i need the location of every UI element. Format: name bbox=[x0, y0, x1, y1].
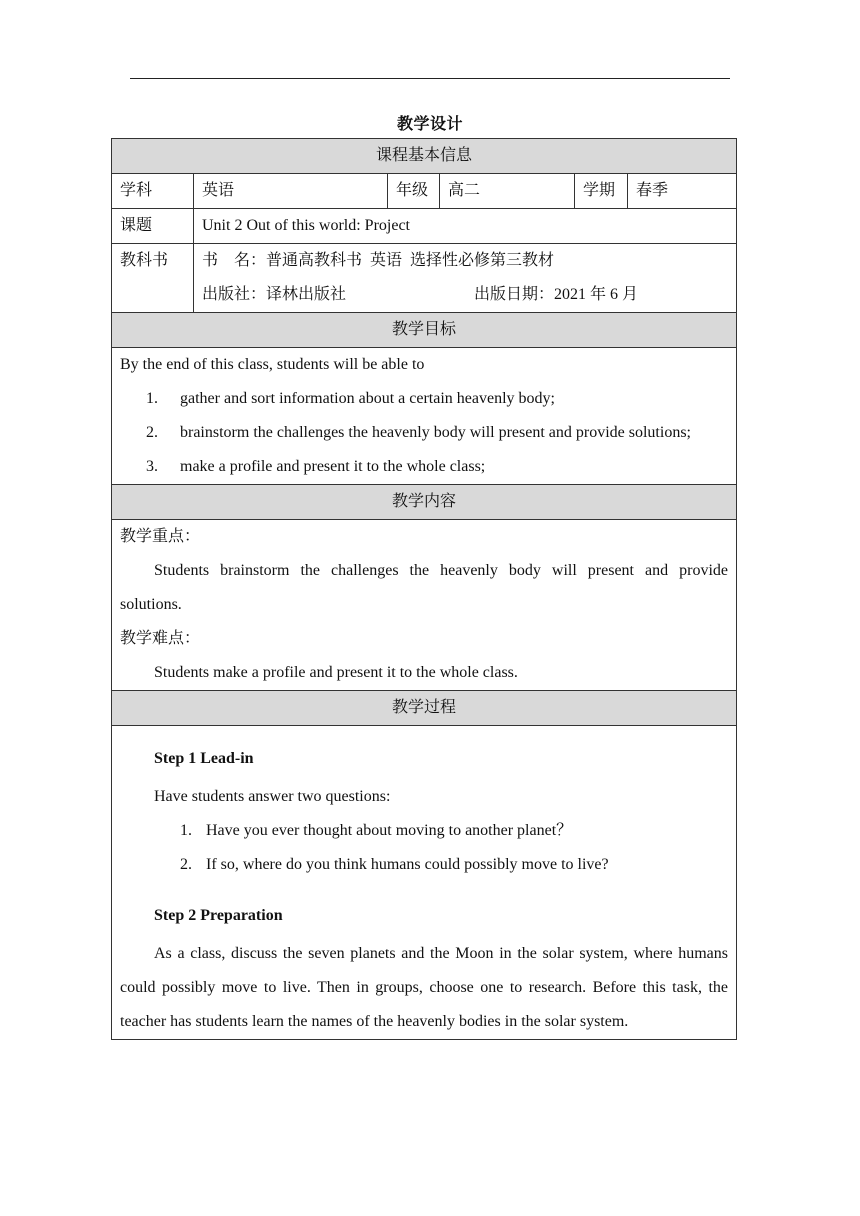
textbook-label: 教科书 bbox=[112, 244, 194, 312]
publisher-label: 出版社： bbox=[202, 286, 267, 303]
key-points-text-line2: solutions. bbox=[120, 596, 182, 613]
objective-item bbox=[120, 382, 728, 416]
objectives-intro: By the end of this class, students will be able to bbox=[120, 356, 425, 373]
publish-date-label: 出版日期： bbox=[474, 286, 555, 303]
book-name-value: 普通高教科书 英语 选择性必修第三教材 bbox=[266, 252, 555, 269]
grade-value: 高二 bbox=[440, 174, 575, 208]
term-value: 春季 bbox=[636, 182, 669, 199]
objectives-block bbox=[112, 348, 736, 485]
step1-intro: Have students answer two questions: bbox=[154, 788, 391, 805]
header-rule bbox=[130, 78, 730, 79]
section-header-process: 教学过程 bbox=[112, 691, 736, 726]
key-points-label: 教学重点： bbox=[120, 528, 201, 545]
process-block bbox=[112, 726, 736, 1039]
subject-row bbox=[112, 174, 736, 209]
objective-item bbox=[120, 450, 728, 484]
objective-text: brainstorm the challenges the heavenly body will present and provide solutions; bbox=[180, 424, 691, 441]
objective-number: 2. bbox=[146, 424, 158, 441]
objective-text: gather and sort information about a certain heavenly body; bbox=[180, 390, 555, 407]
topic-label: 课题 bbox=[112, 209, 194, 243]
question-item bbox=[120, 848, 728, 882]
question-text: Have you ever thought about moving to another planet？ bbox=[206, 822, 573, 839]
book-name-line bbox=[202, 244, 736, 278]
textbook-details bbox=[194, 244, 736, 312]
term-label: 学期 bbox=[575, 174, 628, 208]
question-item bbox=[120, 814, 728, 848]
lesson-plan-table bbox=[111, 138, 737, 1040]
content-block bbox=[112, 520, 736, 691]
question-text: If so, where do you think humans could possibly move to live? bbox=[206, 856, 609, 873]
step2-title: Step 2 Preparation bbox=[154, 907, 283, 924]
step2-paragraph: As a class, discuss the seven planets and the Moon in the solar system, where humans could possibly move to live. Then in groups, choose one to research. Before this task, the teacher has students learn the names of the heavenly bodies in the solar system. bbox=[120, 945, 728, 1030]
key-points-text-line1: Students brainstorm the challenges the heavenly body will present and provide bbox=[154, 562, 728, 579]
subject-label: 学科 bbox=[112, 174, 194, 208]
objective-item bbox=[120, 416, 728, 450]
subject-value: 英语 bbox=[194, 174, 388, 208]
step1-title: Step 1 Lead-in bbox=[154, 750, 254, 767]
section-header-basic-info: 课程基本信息 bbox=[112, 139, 736, 174]
objective-text: make a profile and present it to the whole class; bbox=[180, 458, 486, 475]
document-title: 教学设计 bbox=[396, 116, 463, 133]
question-number: 2. bbox=[180, 856, 192, 873]
difficult-points-label: 教学难点： bbox=[120, 630, 201, 647]
objective-number: 3. bbox=[146, 458, 158, 475]
publisher-value: 译林出版社 bbox=[266, 286, 347, 303]
book-name-label: 书 名： bbox=[202, 252, 267, 269]
topic-value: Unit 2 Out of this world: Project bbox=[202, 217, 410, 234]
section-header-content: 教学内容 bbox=[112, 485, 736, 520]
grade-label: 年级 bbox=[388, 174, 440, 208]
question-number: 1. bbox=[180, 822, 192, 839]
textbook-row bbox=[112, 244, 736, 313]
topic-row bbox=[112, 209, 736, 244]
publish-date-value: 2021 年 6 月 bbox=[554, 286, 639, 303]
objective-number: 1. bbox=[146, 390, 158, 407]
publisher-line bbox=[202, 278, 736, 312]
difficult-points-text: Students make a profile and present it to the whole class. bbox=[154, 664, 518, 681]
section-header-objectives: 教学目标 bbox=[112, 313, 736, 348]
